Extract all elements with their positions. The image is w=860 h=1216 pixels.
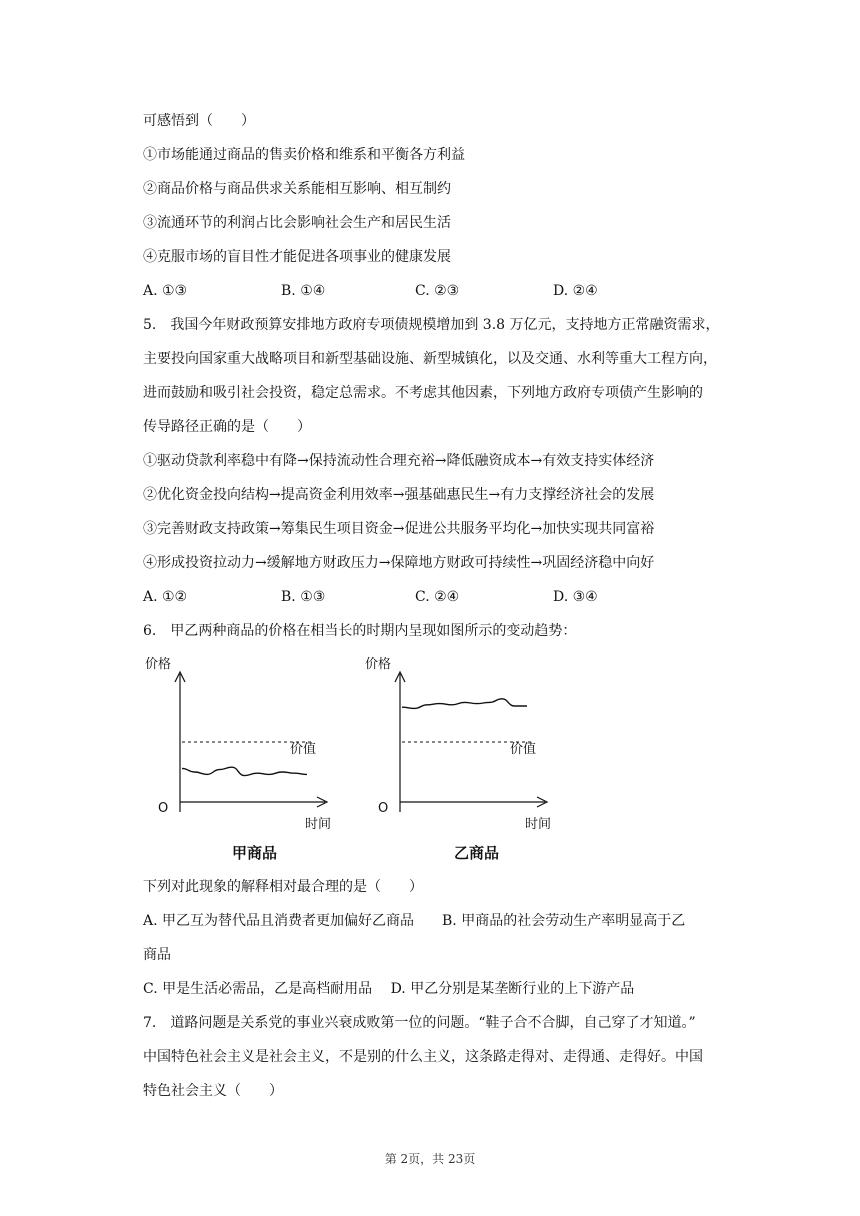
q5-item-1: ①驱动贷款利率稳中有降→保持流动性合理充裕→降低融资成本→有效支持实体经济 [143,453,655,469]
q5-option-c: C. ②④ [415,589,460,605]
price-line [182,767,307,775]
q6-option-cd: C. 甲是生活必需品，乙是高档耐用品 D. 甲乙分别是某垄断行业的上下游产品 [143,981,635,997]
q5-item-4: ④形成投资拉动力→缓解地方财政压力→保障地方财政可持续性→巩固经济稳中向好 [143,555,655,571]
chart-yi-series [402,699,532,742]
q5-line-4: 传导路径正确的是（ ） [143,419,311,435]
line-2: ②商品价格与商品供求关系能相互影响、相互制约 [143,181,451,197]
q6-line-2: 下列对此现象的解释相对最合理的是（ ） [143,879,423,895]
chart-yi-xlabel: 时间 [525,817,552,832]
q7-line-3: 特色社会主义（ ） [143,1083,283,1099]
chart-jia [140,652,340,862]
q4-option-c: C. ②③ [415,283,460,299]
q7-line-1: 7. 道路问题是关系党的事业兴衰成败第一位的问题。“鞋子合不合脚，自己穿了才知道。” [143,1015,696,1031]
q7-line-2: 中国特色社会主义是社会主义，不是别的什么主义，这条路走得对、走得通、走得好。中国 [143,1049,703,1065]
chart-yi [360,652,560,862]
q5-option-b: B. ①③ [281,589,326,605]
price-line [402,699,527,709]
chart-jia-xlabel: 时间 [305,817,332,832]
q6-option-ab: A. 甲乙互为替代品且消费者更加偏好乙商品 B. 甲商品的社会劳动生产率明显高于乙 [143,913,686,929]
q5-option-a: A. ①② [143,589,188,605]
chart-yi-svg [360,652,560,842]
q5-item-2: ②优化资金投向结构→提高资金利用效率→强基础惠民生→有力支撑经济社会的发展 [143,487,655,503]
q6-option-b-cont: 商品 [143,947,171,963]
chart-yi-origin: O [378,801,389,816]
chart-jia-ylabel: 价格 [145,657,172,672]
q5-line-1: 5. 我国今年财政预算安排地方政府专项债规模增加到 3.8 万亿元，支持地方正常融资需求， [143,317,720,333]
line-4: ④克服市场的盲目性才能促进各项事业的健康发展 [143,249,451,265]
q5-line-2: 主要投向国家重大战略项目和新型基础设施、新型城镇化，以及交通、水利等重大工程方向， [143,351,717,367]
q4-option-b: B. ①④ [281,283,326,299]
chart-yi-ylabel: 价格 [365,657,392,672]
line-1: ①市场能通过商品的售卖价格和维系和平衡各方利益 [143,147,465,163]
q4-option-a: A. ①③ [143,283,188,299]
chart-yi-title: 乙商品 [454,844,500,862]
chart-jia-reference-label: 价值 [290,742,317,757]
chart-jia-origin: O [158,801,169,816]
q5-line-3: 进而鼓励和吸引社会投资，稳定总需求。不考虑其他因素，下列地方政府专项债产生影响的 [143,385,703,401]
q5-option-d: D. ③④ [553,589,598,605]
q5-item-3: ③完善财政支持政策→筹集民生项目资金→促进公共服务平均化→加快实现共同富裕 [143,521,655,537]
chart-jia-svg [140,652,340,842]
chart-jia-title: 甲商品 [232,844,278,862]
chart-yi-reference-label: 价值 [510,742,537,757]
q4-option-d: D. ②④ [553,283,598,299]
q6-line-1: 6. 甲乙两种商品的价格在相当长的时期内呈现如图所示的变动趋势： [143,623,577,639]
line-0: 可感悟到（ ） [143,113,255,129]
line-3: ③流通环节的利润占比会影响社会生产和居民生活 [143,215,451,231]
page-footer: 第 2页，共 23页 [384,1152,476,1166]
